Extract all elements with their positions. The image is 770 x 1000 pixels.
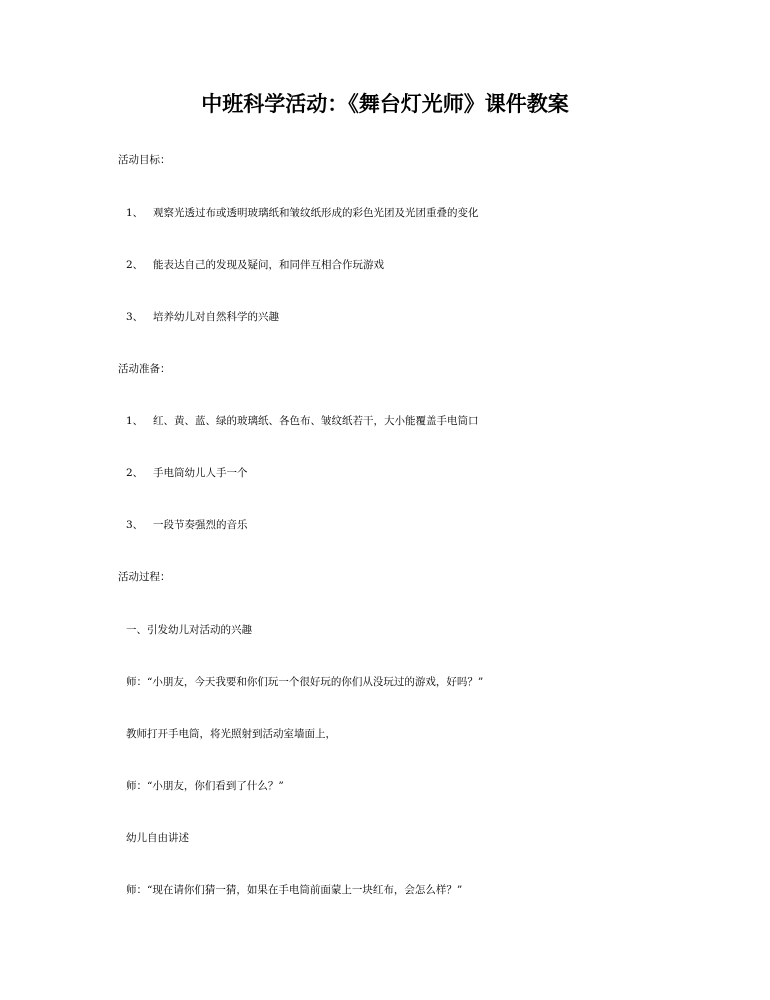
process-paragraph: 一、引发幼儿对活动的兴趣 bbox=[126, 624, 252, 636]
list-text: 一段节奏强烈的音乐 bbox=[153, 519, 248, 531]
process-paragraph: 师：“小朋友，今天我要和你们玩一个很好玩的你们从没玩过的游戏，好吗？” bbox=[126, 676, 484, 688]
list-text: 培养幼儿对自然科学的兴趣 bbox=[153, 311, 279, 323]
goal-item-2 bbox=[126, 257, 384, 273]
prep-item-2 bbox=[126, 465, 248, 481]
list-number: 3、 bbox=[126, 311, 144, 323]
list-text: 观察光透过布或透明玻璃纸和皱纹纸形成的彩色光团及光团重叠的变化 bbox=[153, 207, 479, 219]
list-text: 手电筒幼儿人手一个 bbox=[153, 467, 248, 479]
process-paragraph: 师：“现在请你们猜一猜，如果在手电筒前面蒙上一块红布，会怎么样？” bbox=[126, 884, 463, 896]
list-number: 2、 bbox=[126, 259, 144, 271]
process-paragraph: 教师打开手电筒，将光照射到活动室墙面上， bbox=[126, 728, 336, 740]
process-paragraph: 幼儿自由讲述 bbox=[126, 832, 189, 844]
section-heading-process: 活动过程： bbox=[118, 571, 171, 583]
list-number: 3、 bbox=[126, 519, 144, 531]
goal-item-1 bbox=[126, 205, 479, 221]
section-heading-preparation: 活动准备： bbox=[118, 363, 171, 375]
process-paragraph: 师：“小朋友，你们看到了什么？” bbox=[126, 780, 284, 792]
document-title: 中班科学活动：《舞台灯光师》课件教案 bbox=[201, 91, 569, 116]
list-number: 2、 bbox=[126, 467, 144, 479]
prep-item-1 bbox=[126, 413, 479, 429]
list-number: 1、 bbox=[126, 207, 144, 219]
section-heading-goals: 活动目标： bbox=[118, 154, 171, 166]
prep-item-3 bbox=[126, 517, 248, 533]
goal-item-3 bbox=[126, 309, 279, 325]
list-text: 红、黄、蓝、绿的玻璃纸、各色布、皱纹纸若干，大小能覆盖手电筒口 bbox=[153, 415, 479, 427]
list-number: 1、 bbox=[126, 415, 144, 427]
list-text: 能表达自己的发现及疑问，和同伴互相合作玩游戏 bbox=[153, 259, 384, 271]
